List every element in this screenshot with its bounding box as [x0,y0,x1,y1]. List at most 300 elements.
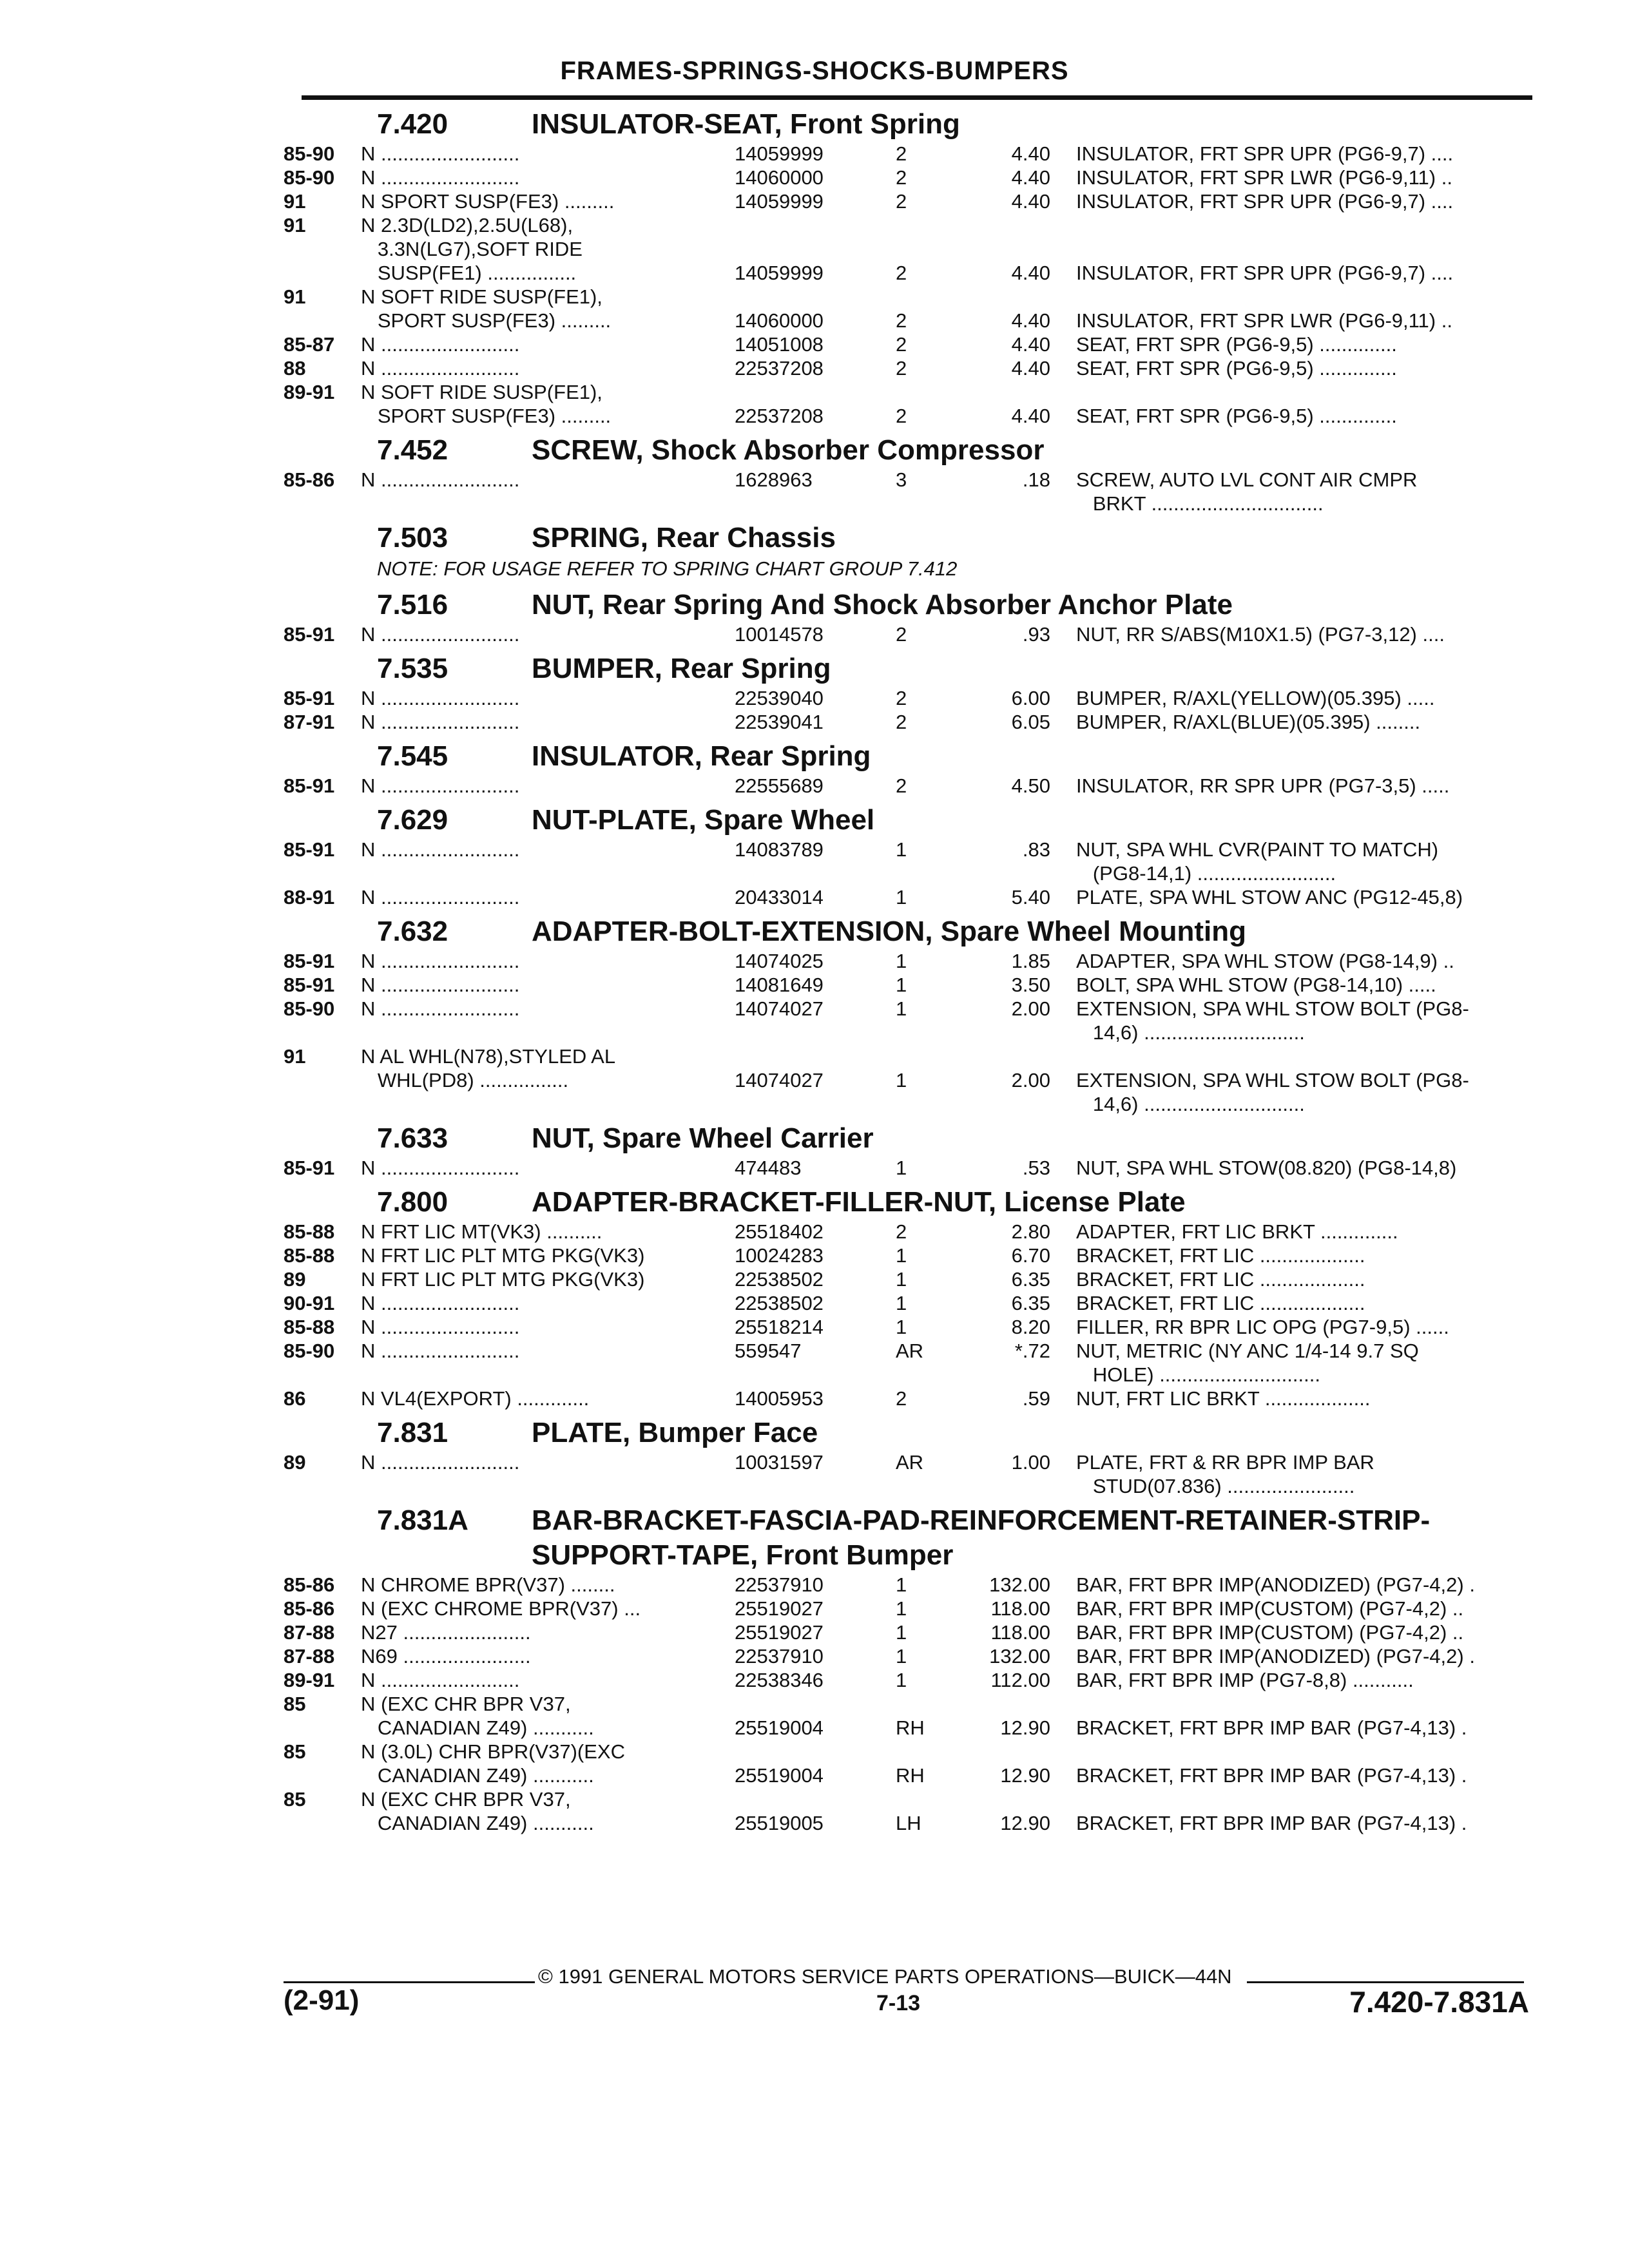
part-name: NUT, SPA WHL CVR(PAINT TO MATCH) [1076,838,1439,861]
part-row [284,404,1540,428]
part-name: BAR, FRT BPR IMP(CUSTOM) (PG7-4,2) .. [1076,1597,1464,1620]
part-number: 22538502 [735,1268,824,1291]
part-number: 14074025 [735,950,824,972]
part-number [728,285,889,309]
part-name: BAR, FRT BPR IMP(CUSTOM) (PG7-4,2) .. [1076,1621,1464,1644]
group-number: 7.800 [377,1186,448,1218]
part-name [1076,1044,1527,1068]
part-row [284,949,1540,973]
quantity [889,213,954,237]
price: .59 [1022,1387,1050,1410]
quantity: 2 [896,357,907,380]
price: 4.50 [1011,774,1050,797]
price [954,380,1076,404]
usage-description: N (EXC CHR BPR V37, [361,1693,571,1715]
part-row [284,261,1540,285]
part-number [728,1474,889,1498]
quantity: 1 [896,1669,907,1691]
price: .93 [1022,623,1050,646]
part-name [1076,237,1527,261]
part-row [284,1620,1540,1644]
quantity: 1 [896,1621,907,1644]
part-row [284,1573,1540,1597]
quantity: 1 [896,1573,907,1596]
usage-description: N FRT LIC PLT MTG PKG(VK3) [361,1268,645,1291]
quantity [889,1740,954,1763]
part-number: 14060000 [735,309,824,332]
price [954,492,1076,515]
usage-description: N ......................... [361,1340,520,1362]
price: .18 [1022,468,1050,491]
quantity [889,1692,954,1716]
group-number: 7.633 [377,1122,448,1154]
price: 6.35 [1011,1268,1050,1291]
model-years: 90-91 [284,1292,335,1314]
price: 118.00 [990,1621,1050,1644]
page-header: FRAMES-SPRINGS-SHOCKS-BUMPERS [560,57,1069,85]
part-name: INSULATOR, FRT SPR LWR (PG6-9,11) .. [1076,309,1452,332]
usage-description [361,1474,728,1498]
model-years: 91 [284,1045,306,1068]
part-number: 14083789 [735,838,824,861]
header-rule [302,95,1532,100]
usage-description: N (EXC CHR BPR V37, [361,1788,571,1811]
usage-description: N ......................... [361,623,520,646]
section-7-516 [284,588,1540,646]
price: 118.00 [990,1597,1050,1620]
model-years: 85-91 [284,623,335,646]
price: 4.40 [1011,142,1050,165]
model-years: 91 [284,214,306,236]
group-number: 7.535 [377,653,448,684]
price: .83 [1022,838,1050,861]
part-row [284,1387,1540,1410]
price: 4.40 [1011,357,1050,380]
model-years: 87-91 [284,711,335,733]
part-row [284,1716,1540,1740]
model-years [284,1068,361,1092]
usage-description: N ......................... [361,1316,520,1338]
model-years: 85 [284,1788,306,1811]
group-title: NUT, Spare Wheel Carrier [532,1122,874,1154]
part-row [284,1021,1540,1044]
model-years: 89 [284,1268,306,1291]
quantity [889,1044,954,1068]
usage-description: N ......................... [361,1451,520,1474]
quantity: 2 [896,405,907,427]
price [954,1474,1076,1498]
part-row [284,1668,1540,1692]
part-row [284,1740,1540,1763]
part-row [284,710,1540,734]
group-title: SPRING, Rear Chassis [532,522,836,553]
part-row [284,356,1540,380]
group-number: 7.831A [377,1504,468,1536]
group-title: NUT-PLATE, Spare Wheel [532,804,875,836]
quantity: AR [896,1451,924,1474]
part-number [728,213,889,237]
quantity: 2 [896,262,907,284]
price: 6.00 [1011,687,1050,709]
part-row [284,622,1540,646]
part-number: 559547 [735,1340,802,1362]
parts-list [284,102,1540,1835]
usage-description: N ......................... [361,1669,520,1691]
price: 6.70 [1011,1244,1050,1267]
usage-description: N ......................... [361,974,520,996]
usage-description: N SPORT SUSP(FE3) ......... [361,190,615,213]
price: 12.90 [1000,1716,1050,1739]
price [954,1092,1076,1116]
usage-description: N ......................... [361,142,520,165]
model-years: 85-90 [284,1340,335,1362]
usage-description: CANADIAN Z49) ........... [361,1716,594,1739]
part-row [284,1068,1540,1092]
usage-description: N ......................... [361,468,520,491]
quantity: 2 [896,1220,907,1243]
part-name: STUD(07.836) ....................... [1076,1475,1355,1497]
group-title: BUMPER, Rear Spring [532,653,831,684]
part-number: 25519027 [735,1597,824,1620]
part-number: 25519027 [735,1621,824,1644]
price: 6.35 [1011,1292,1050,1314]
section-7-503 [284,521,1540,582]
part-name: INSULATOR, FRT SPR LWR (PG6-9,11) .. [1076,166,1452,189]
part-name: BRACKET, FRT BPR IMP BAR (PG7-4,13) . [1076,1716,1467,1739]
part-name: EXTENSION, SPA WHL STOW BOLT (PG8- [1076,997,1469,1020]
part-name: PLATE, FRT & RR BPR IMP BAR [1076,1451,1374,1474]
part-number: 22537910 [735,1645,824,1667]
model-years [284,309,361,332]
part-name: BOLT, SPA WHL STOW (PG8-14,10) ..... [1076,974,1436,996]
part-number [728,1363,889,1387]
group-title: ADAPTER-BOLT-EXTENSION, Spare Wheel Mounting [532,916,1246,947]
quantity: RH [896,1764,925,1787]
part-number [728,380,889,404]
quantity: 3 [896,468,907,491]
group-number: 7.632 [377,916,448,947]
quantity: 2 [896,711,907,733]
usage-description: 3.3N(LG7),SOFT RIDE [361,238,583,260]
quantity: 1 [896,997,907,1020]
model-years: 85-91 [284,974,335,996]
part-number [728,861,889,885]
part-number [728,1092,889,1116]
usage-description: N CHROME BPR(V37) ........ [361,1573,615,1596]
group-title: NUT, Rear Spring And Shock Absorber Anchor Plate [532,589,1233,620]
usage-description [361,1092,728,1116]
part-number: 10031597 [735,1451,824,1474]
part-number: 25519005 [735,1812,824,1834]
usage-description: N ......................... [361,166,520,189]
part-name: SEAT, FRT SPR (PG6-9,5) .............. [1076,357,1397,380]
price [954,237,1076,261]
group-title: INSULATOR-SEAT, Front Spring [532,108,960,140]
usage-description: N (EXC CHROME BPR(V37) ... [361,1597,641,1620]
quantity: 1 [896,1316,907,1338]
section-heading [284,107,1540,142]
quantity: 1 [896,1244,907,1267]
part-row [284,1291,1540,1315]
quantity [889,861,954,885]
quantity: 1 [896,1597,907,1620]
group-title: SCREW, Shock Absorber Compressor [532,434,1045,466]
part-number: 474483 [735,1157,802,1179]
part-number: 1628963 [735,468,813,491]
part-number [728,1044,889,1068]
model-years: 85-87 [284,333,335,356]
model-years [284,1474,361,1498]
quantity: 2 [896,309,907,332]
model-years [284,1763,361,1787]
usage-description: N ......................... [361,333,520,356]
part-number: 22538346 [735,1669,824,1691]
quantity [889,492,954,515]
part-name [1076,213,1527,237]
model-years [284,261,361,285]
quantity: 1 [896,1069,907,1091]
part-number: 14081649 [735,974,824,996]
quantity [889,1787,954,1811]
part-number: 22539040 [735,687,824,709]
model-years [284,404,361,428]
usage-description: N27 ....................... [361,1621,531,1644]
price: 4.40 [1011,309,1050,332]
part-number: 14060000 [735,166,824,189]
model-years: 88-91 [284,886,335,908]
price: 6.05 [1011,711,1050,733]
part-row [284,1597,1540,1620]
quantity: 2 [896,166,907,189]
price: *.72 [1014,1340,1050,1362]
usage-description: N ......................... [361,838,520,861]
model-years: 91 [284,285,306,308]
part-name: BAR, FRT BPR IMP (PG7-8,8) ........... [1076,1669,1414,1691]
part-name: BRACKET, FRT LIC ................... [1076,1244,1365,1267]
part-number: 14051008 [735,333,824,356]
part-row [284,1763,1540,1787]
part-name: INSULATOR, RR SPR UPR (PG7-3,5) ..... [1076,774,1450,797]
group-number: 7.545 [377,740,448,772]
model-years: 85-91 [284,838,335,861]
quantity: 1 [896,1292,907,1314]
usage-description: N ......................... [361,774,520,797]
quantity: 1 [896,886,907,908]
section-heading [284,1503,1540,1573]
model-years: 85-88 [284,1244,335,1267]
model-years: 85-86 [284,468,335,491]
usage-description: N ......................... [361,886,520,908]
quantity: 2 [896,687,907,709]
group-range: 7.420-7.831A [1349,1985,1529,2019]
price: 132.00 [989,1573,1050,1596]
part-number [728,237,889,261]
group-number: 7.516 [377,589,448,620]
quantity: 1 [896,950,907,972]
usage-description: WHL(PD8) ................ [361,1069,569,1091]
price: 5.40 [1011,886,1050,908]
part-name: (PG8-14,1) ......................... [1076,862,1336,885]
section-heading [284,1121,1540,1156]
part-row [284,973,1540,997]
part-row [284,166,1540,189]
quantity: 2 [896,1387,907,1410]
group-number: 7.629 [377,804,448,836]
part-row [284,997,1540,1021]
price: 4.40 [1011,262,1050,284]
part-number: 22537910 [735,1573,824,1596]
usage-description: N AL WHL(N78),STYLED AL [361,1045,616,1068]
price: 12.90 [1000,1812,1050,1834]
part-number: 25519004 [735,1764,824,1787]
section-7-535 [284,651,1540,734]
price [954,213,1076,237]
quantity: 1 [896,1157,907,1179]
price [954,1044,1076,1068]
model-years [284,1021,361,1044]
model-years [284,1716,361,1740]
price: 1.85 [1011,950,1050,972]
part-name: BUMPER, R/AXL(BLUE)(05.395) ........ [1076,711,1421,733]
group-number: 7.831 [377,1417,448,1448]
price [954,1692,1076,1716]
price: .53 [1022,1157,1050,1179]
part-row [284,861,1540,885]
usage-description: CANADIAN Z49) ........... [361,1812,594,1834]
part-number: 14074027 [735,997,824,1020]
price: 4.40 [1011,405,1050,427]
model-years: 85-86 [284,1573,335,1596]
part-name: PLATE, SPA WHL STOW ANC (PG12-45,8) [1076,886,1463,908]
part-name: BAR, FRT BPR IMP(ANODIZED) (PG7-4,2) . [1076,1573,1475,1596]
part-row [284,213,1540,237]
group-title: INSULATOR, Rear Spring [532,740,871,772]
usage-description: N (3.0L) CHR BPR(V37)(EXC [361,1740,625,1763]
part-number: 10024283 [735,1244,824,1267]
price: 8.20 [1011,1316,1050,1338]
part-name: SEAT, FRT SPR (PG6-9,5) .............. [1076,333,1397,356]
part-name: BRACKET, FRT LIC ................... [1076,1268,1365,1291]
quantity: 2 [896,333,907,356]
section-7-831 [284,1416,1540,1498]
footer-rule-right [1247,1981,1524,1983]
part-number: 25518402 [735,1220,824,1243]
model-years: 91 [284,190,306,213]
quantity [889,1474,954,1498]
part-name: NUT, RR S/ABS(M10X1.5) (PG7-3,12) .... [1076,623,1445,646]
part-row [284,468,1540,492]
model-years: 85 [284,1740,306,1763]
usage-description: N FRT LIC MT(VK3) .......... [361,1220,602,1243]
part-row [284,1044,1540,1068]
group-number: 7.452 [377,434,448,466]
part-name: BRACKET, FRT LIC ................... [1076,1292,1365,1314]
section-heading [284,1185,1540,1220]
section-note: NOTE: FOR USAGE REFER TO SPRING CHART GROUP 7.412 [377,557,958,580]
quantity: 1 [896,838,907,861]
price [954,285,1076,309]
part-row [284,1220,1540,1244]
quantity: AR [896,1340,924,1362]
quantity: 2 [896,142,907,165]
price [954,1740,1076,1763]
part-row [284,1156,1540,1180]
price: 1.00 [1011,1451,1050,1474]
quantity [889,285,954,309]
quantity [889,1021,954,1044]
part-row [284,774,1540,798]
model-years: 85-90 [284,142,335,165]
part-row [284,1092,1540,1116]
section-heading [284,588,1540,622]
date-code: (2-91) [284,1984,360,2016]
section-7-831A [284,1503,1540,1835]
usage-description: SPORT SUSP(FE3) ......... [361,405,612,427]
part-name: INSULATOR, FRT SPR UPR (PG6-9,7) .... [1076,142,1454,165]
part-row [284,1811,1540,1835]
price [954,1363,1076,1387]
section-7-420 [284,107,1540,428]
part-row [284,1267,1540,1291]
part-name: ADAPTER, SPA WHL STOW (PG8-14,9) .. [1076,950,1454,972]
price: 112.00 [990,1669,1050,1691]
model-years: 89-91 [284,1669,335,1691]
part-name: SCREW, AUTO LVL CONT AIR CMPR [1076,468,1418,491]
model-years: 88 [284,357,306,380]
part-name: HOLE) ............................. [1076,1363,1320,1386]
part-row [284,1787,1540,1811]
part-number [728,1787,889,1811]
part-name: 14,6) ............................. [1076,1021,1305,1044]
part-name: BRACKET, FRT BPR IMP BAR (PG7-4,13) . [1076,1812,1467,1834]
usage-description [361,1363,728,1387]
price: 3.50 [1011,974,1050,996]
part-name: BRACKET, FRT BPR IMP BAR (PG7-4,13) . [1076,1764,1467,1787]
price: 4.40 [1011,333,1050,356]
part-name: ADAPTER, FRT LIC BRKT .............. [1076,1220,1398,1243]
quantity: 1 [896,1645,907,1667]
quantity [889,380,954,404]
section-heading [284,739,1540,774]
price: 132.00 [989,1645,1050,1667]
quantity [889,1363,954,1387]
part-row [284,686,1540,710]
part-row [284,838,1540,861]
quantity: RH [896,1716,925,1739]
part-row [284,380,1540,404]
price: 12.90 [1000,1764,1050,1787]
quantity: LH [896,1812,921,1834]
usage-description [361,1021,728,1044]
part-number: 14059999 [735,190,824,213]
part-name: EXTENSION, SPA WHL STOW BOLT (PG8- [1076,1069,1469,1091]
model-years [284,237,361,261]
part-row [284,309,1540,332]
group-number: 7.503 [377,522,448,553]
price: 2.00 [1011,1069,1050,1091]
page-number: 7-13 [876,1991,921,2015]
part-row [284,237,1540,261]
part-name: BAR, FRT BPR IMP(ANODIZED) (PG7-4,2) . [1076,1645,1475,1667]
part-name: 14,6) ............................. [1076,1093,1305,1115]
part-name: NUT, FRT LIC BRKT ................... [1076,1387,1371,1410]
price [954,1787,1076,1811]
model-years: 85-91 [284,1157,335,1179]
usage-description: SUSP(FE1) ................ [361,262,577,284]
model-years: 89 [284,1451,306,1474]
section-heading [284,1416,1540,1450]
section-7-545 [284,739,1540,798]
